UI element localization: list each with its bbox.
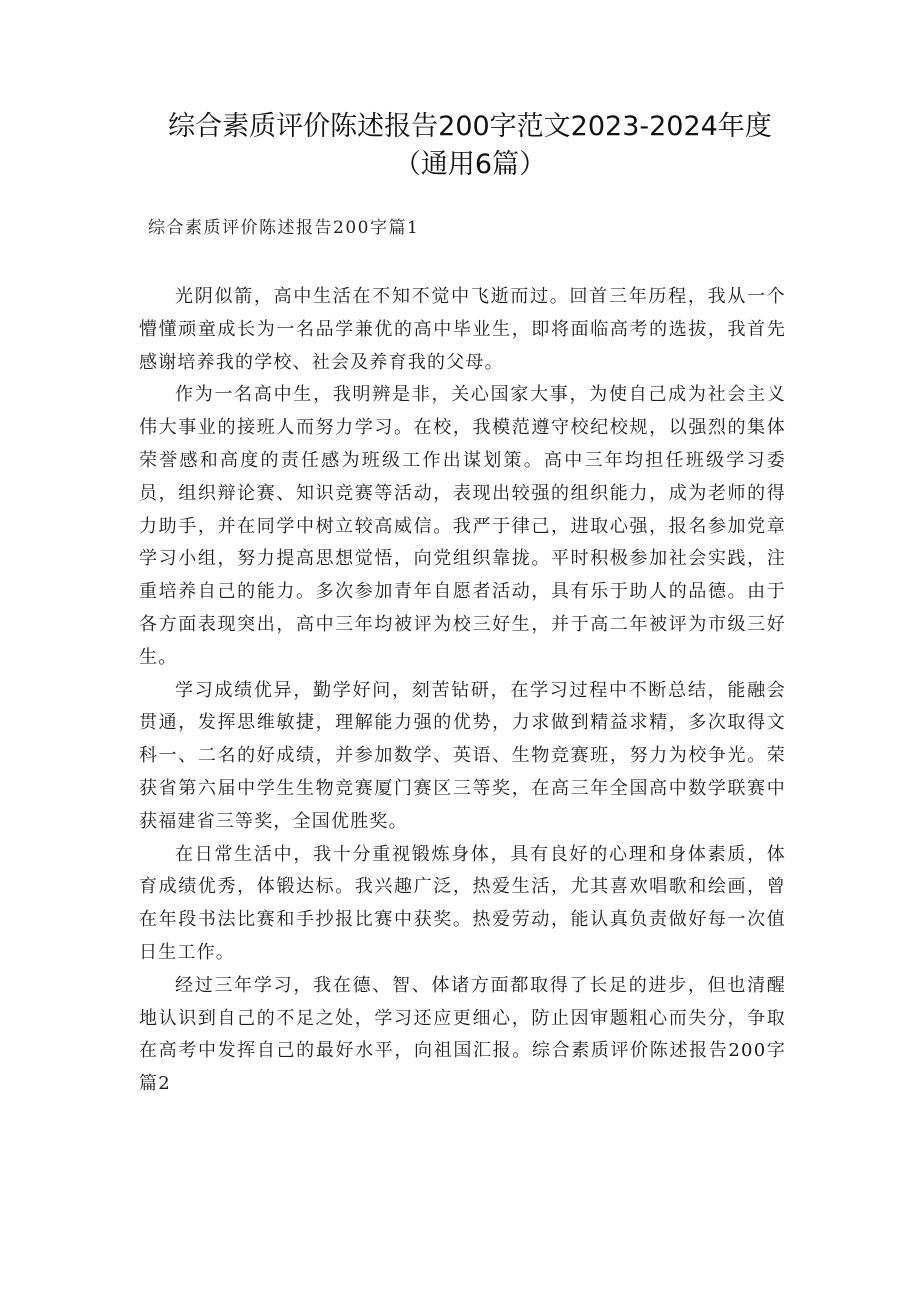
document-title: 综合素质评价陈述报告200字范文2023-2024年度（通用6篇）	[168, 111, 772, 180]
paragraph-4: 在日常生活中，我十分重视锻炼身体，具有良好的心理和身体素质，体育成绩优秀，体锻达标。我兴趣广泛，热爱生活，尤其喜欢唱歌和绘画，曾在年段书法比赛和手抄报比赛中获奖。热爱劳动，能认真负责做好每一次值日生工作。	[139, 843, 786, 963]
section-heading: 综合素质评价陈述报告200字篇1	[148, 218, 420, 238]
paragraph-1: 光阴似箭，高中生活在不知不觉中飞逝而过。回首三年历程，我从一个懵懂顽童成长为一名品学兼优的高中毕业生，即将面临高考的选拔，我首先感谢培养我的学校、社会及养育我的父母。	[139, 286, 786, 373]
paragraph-3: 学习成绩优异，勤学好问，刻苦钻研，在学习过程中不断总结，能融会贯通，发挥思维敏捷，理解能力强的优势，力求做到精益求精，多次取得文科一、二名的好成绩，并参加数学、英语、生物竞赛班，努力为校争光。荣获省第六届中学生生物竞赛厦门赛区三等奖，在高三年全国高中数学联赛中获福建省三等奖，全国优胜奖。	[139, 679, 786, 832]
paragraph-2: 作为一名高中生，我明辨是非，关心国家大事，为使自己成为社会主义伟大事业的接班人而努力学习。在校，我模范遵守校纪校规，以强烈的集体荣誉感和高度的责任感为班级工作出谋划策。高中三年均担任班级学习委员，组织辩论赛、知识竞赛等活动，表现出较强的组织能力，成为老师的得力助手，并在同学中树立较高威信。我严于律己，进取心强，报名参加党章学习小组，努力提高思想觉悟，向党组织靠拢。平时积极参加社会实践，注重培养自己的能力。多次参加青年自愿者活动，具有乐于助人的品德。由于各方面表现突出，高中三年均被评为校三好生，并于高二年被评为市级三好生。	[139, 384, 786, 668]
paragraph-5: 经过三年学习，我在德、智、体诸方面都取得了长足的进步，但也清醒地认识到自己的不足之处，学习还应更细心，防止因审题粗心而失分，争取在高考中发挥自己的最好水平，向祖国汇报。综合素质评价陈述报告200字篇2	[139, 974, 786, 1095]
document-body	[139, 281, 786, 1101]
